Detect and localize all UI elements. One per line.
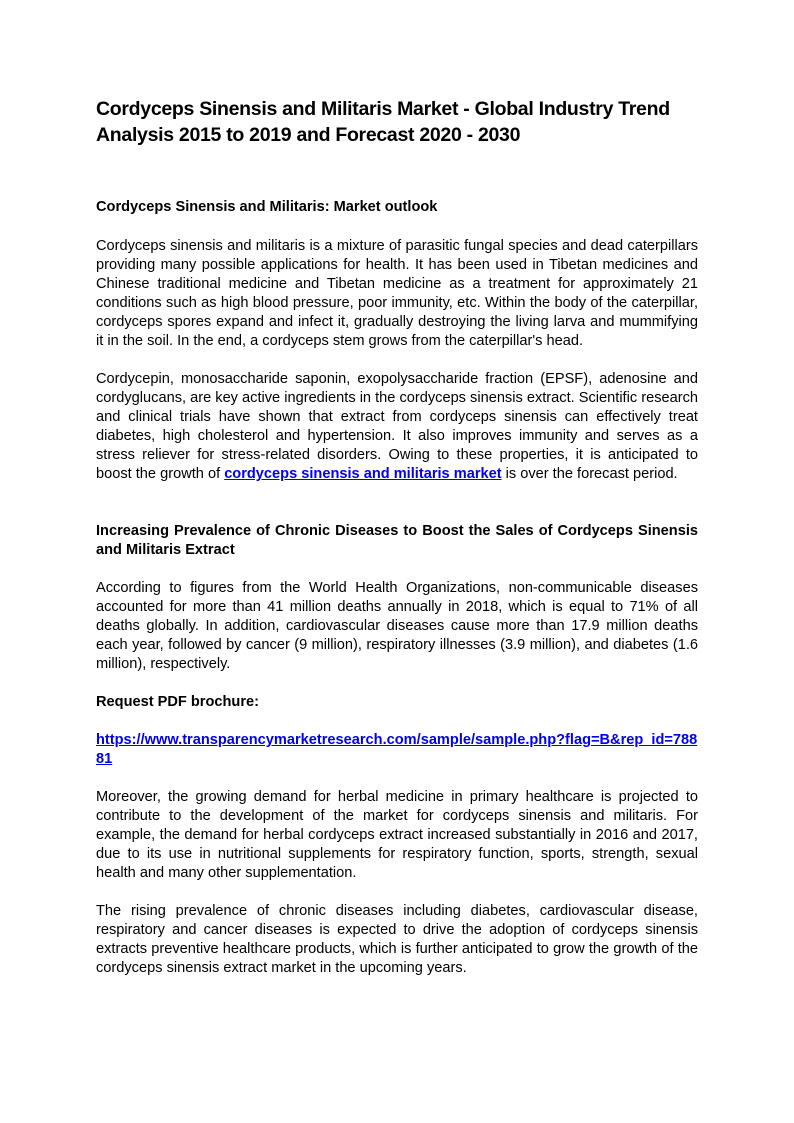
document-page [96, 96, 698, 978]
brochure-label: Request PDF brochure: [96, 694, 259, 710]
brochure-link-paragraph [96, 731, 698, 769]
paragraph-text: Cordycepin, monosaccharide saponin, exopolysaccharide fraction (EPSF), adenosine and cordyglucans, are key active ingredients in the cordyceps sinensis extract. Scientific research and clinical trials have shown that extract from cordyceps sinensis can effectively treat diabetes, high cholesterol and hypertension. It also improves immunity and serves as a stress reliever for stress-related disorders. Owing to these properties, it is anticipated to boost the growth of [96, 371, 698, 482]
paragraph-text: is over the forecast period. [501, 466, 678, 482]
paragraph-chronic-prevalence: The rising prevalence of chronic diseases including diabetes, cardiovascular disease, respiratory and cancer diseases is expected to drive the adoption of cordyceps sinensis extracts preventive healthcare products, which is further anticipated to grow the growth of the cordyceps sinensis extract market in the upcoming years. [96, 903, 698, 976]
paragraph-who-statistics: According to figures from the World Health Organizations, non-communicable diseases accounted for more than 41 million deaths annually in 2018, which is equal to 71% of all deaths globally. In addition, cardiovascular diseases cause more than 17.9 million deaths each year, followed by cancer (9 million), respiratory illnesses (3.9 million), and diabetes (1.6 million), respectively. [96, 580, 698, 672]
section-heading-chronic-diseases: Increasing Prevalence of Chronic Diseases to Boost the Sales of Cordyceps Sinensis and Militaris Extract [96, 523, 698, 558]
brochure-link[interactable]: https://www.transparencymarketresearch.com/sample/sample.php?flag=B&rep_id=78881 [96, 732, 698, 767]
paragraph-ingredients [96, 370, 698, 484]
market-report-link[interactable]: cordyceps sinensis and militaris market [224, 466, 502, 482]
paragraph-overview: Cordyceps sinensis and militaris is a mixture of parasitic fungal species and dead caterpillars providing many possible applications for health. It has been used in Tibetan medicines and Chinese traditional medicine and Tibetan medicine as a treatment for approximately 21 conditions such as high blood pressure, poor immunity, etc. Within the body of the caterpillar, cordyceps spores expand and infect it, gradually destroying the living larva and mummifying it in the soil. In the end, a cordyceps stem grows from the caterpillar's head. [96, 238, 698, 349]
paragraph-herbal-demand: Moreover, the growing demand for herbal medicine in primary healthcare is projected to contribute to the development of the market for cordyceps sinensis and militaris. For example, the demand for herbal cordyceps extract increased substantially in 2016 and 2017, due to its use in nutritional supplements for respiratory function, sports, strength, sexual health and many other supplementation. [96, 789, 698, 881]
section-heading-market-outlook: Cordyceps Sinensis and Militaris: Market outlook [96, 199, 438, 215]
document-title: Cordyceps Sinensis and Militaris Market - Global Industry Trend Analysis 2015 to 2019 and Forecast 2020 - 2030 [96, 98, 670, 146]
